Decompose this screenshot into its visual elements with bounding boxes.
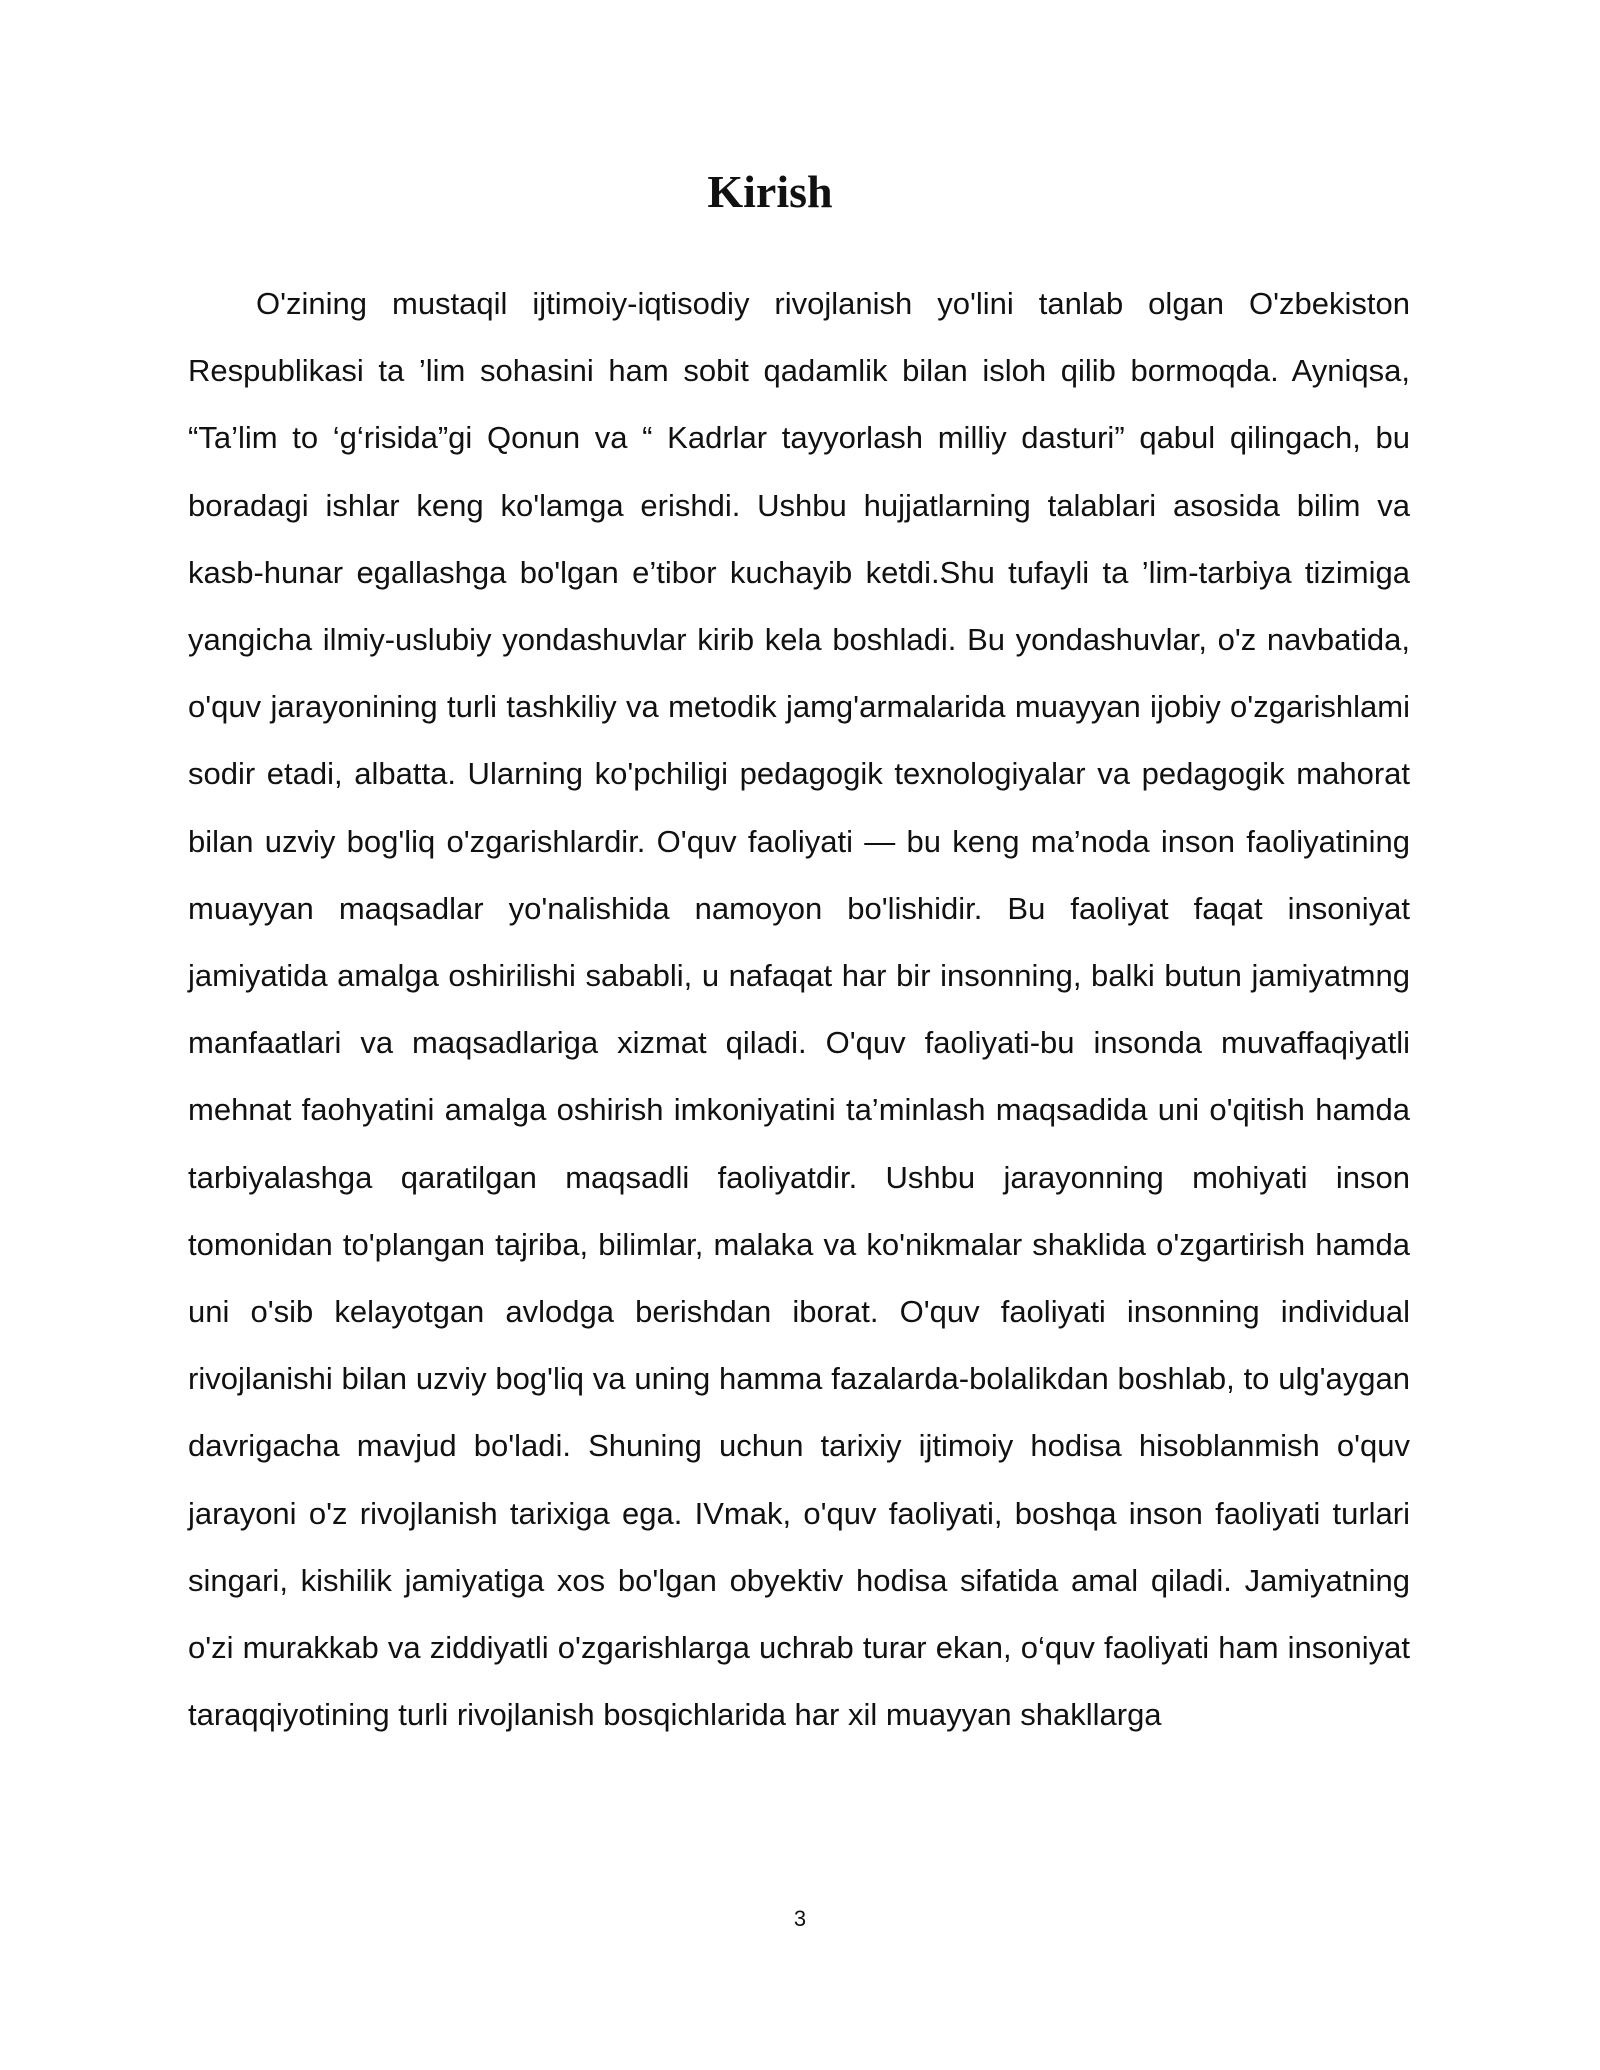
page-title: Kirish [707,166,833,217]
body-paragraph: O'zining mustaqil ijtimoiy-iqtisodiy rivojlanish yo'lini tanlab olgan O'zbekiston Respublikasi ta ’lim sohasini ham sobit qadamlik bilan isloh qilib bormoqda. Ayniqsa, “Ta’lim to ‘g‘risida”gi Qonun va “ Kadrlar tayyorlash milliy dasturi” qabul qilingach, bu boradagi ishlar keng ko'lamga erishdi. Ushbu hujjatlarning talablari asosida bilim va kasb-hunar egallashga bo'lgan e’tibor kuchayib ketdi.Shu tufayli ta ’lim-tarbiya tizimiga yangicha ilmiy-uslubiy yondashuvlar kirib kela boshladi. Bu yondashuvlar, o'z navbatida, o'quv jarayonining turli tashkiliy va metodik jamg'armalarida muayyan ijobiy o'zgarishlami sodir etadi, albatta. Ularning ko'pchiligi pedagogik texnologiyalar va pedagogik mahorat bilan uzviy bog'liq o'zgarishlardir. O'quv faoliyati — bu keng ma’noda inson faoliyatining muayyan maqsadlar yo'nalishida namoyon bo'lishidir. Bu faoliyat faqat insoniyat jamiyatida amalga oshirilishi sababli, u nafaqat har bir insonning, balki butun jamiyatmng manfaatlari va maqsadlariga xizmat qiladi. O'quv faoliyati-bu insonda muvaffaqiyatli mehnat faohyatini amalga oshirish imkoniyatini ta’minlash maqsadida uni o'qitish hamda tarbiyalashga qaratilgan maqsadli faoliyatdir. Ushbu jarayonning mohiyati inson tomonidan to'plangan tajriba, bilimlar, malaka va ko'nikmalar shaklida o'zgartirish hamda uni o'sib kelayotgan avlodga berishdan iborat. O'quv faoliyati insonning individual rivojlanishi bilan uzviy bog'liq va uning hamma fazalarda-bolalikdan boshlab, to ulg'aygan davrigacha mavjud bo'ladi. Shuning uchun tarixiy ijtimoiy hodisa hisoblanmish o'quv jarayoni o'z rivojlanish tarixiga ega. IVmak, o'quv faoliyati, boshqa inson faoliyati turlari singari, kishilik jamiyatiga xos bo'lgan obyektiv hodisa sifatida amal qiladi. Jamiyatning o'zi murakkab va ziddiyatli o'zgarishlarga uchrab turar ekan, o‘quv faoliyati ham insoniyat taraqqiyotining turli rivojlanish bosqichlarida har xil muayyan shakllarga [188,286,1410,1733]
page-number: 3 [793,1906,807,1931]
